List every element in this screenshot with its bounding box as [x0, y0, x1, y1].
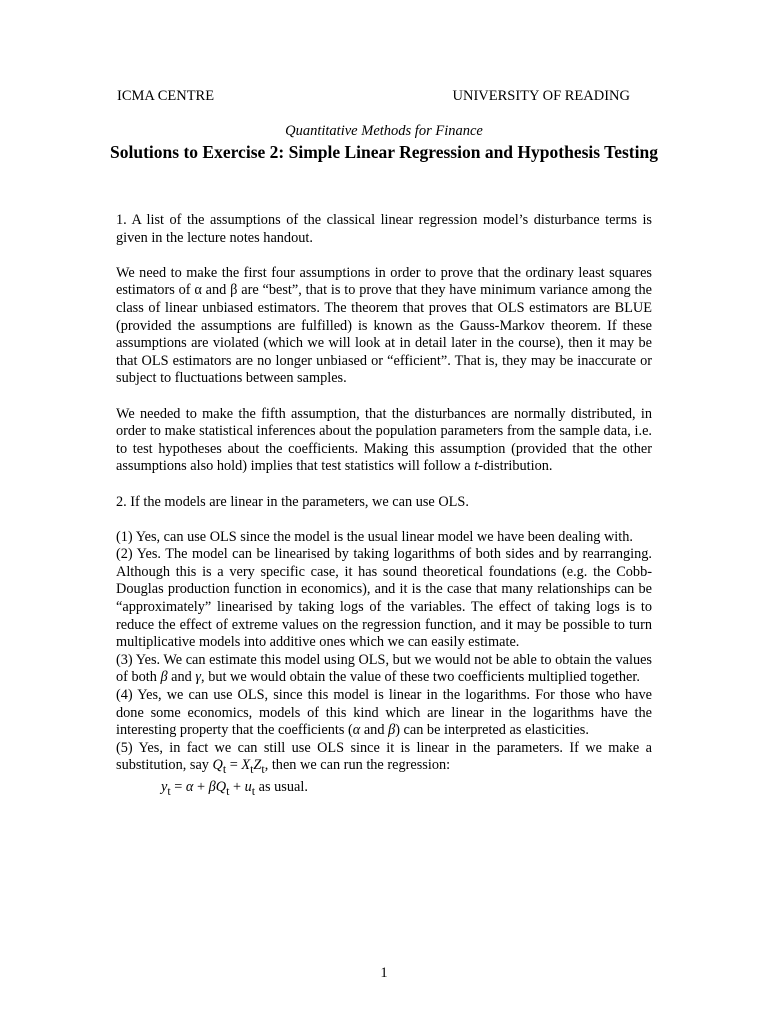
document-title: Solutions to Exercise 2: Simple Linear Regression and Hypothesis Testing — [110, 142, 658, 162]
header-right: UNIVERSITY OF READING — [452, 88, 630, 104]
list-item-5: (5) Yes, in fact we can still use OLS since it is linear in the parameters. If we make a substitution, say $Q_t = X_tZ_t$, then we can run the regression: — [116, 739, 652, 777]
paragraph-1: 1. A list of the assumptions of the classical linear regression model’s disturbance terms is given in the lecture notes handout. — [116, 212, 652, 246]
page-number: 1 — [380, 965, 388, 981]
header-left: ICMA CENTRE — [117, 88, 215, 104]
list-item-1: (1) Yes, can use OLS since the model is the usual linear model we have been dealing with. — [116, 528, 633, 545]
document-subtitle: Quantitative Methods for Finance — [285, 123, 483, 139]
title-block — [100, 122, 668, 163]
document-body — [116, 212, 652, 800]
regression-equation: $y_t = \alpha + \beta Q_t + u_t$ as usual. — [161, 778, 308, 798]
list-item-3: (3) Yes. We can estimate this model using OLS, but we would not be able to obtain the values of both β and γ, but we would obtain the value of these two coefficients multiplied together. — [116, 651, 652, 686]
paragraph-2: We need to make the first four assumptions in order to prove that the ordinary least squares estimators of α and β are “best”, that is to prove that they have minimum variance among the class of linear unbiased estimators. The theorem that proves that OLS estimators are BLUE (provided the assumptions are fulfilled) is known as the Gauss-Markov theorem. If these assumptions are violated (which we will look at in detail later in the course), then it may be that OLS estimators are no longer unbiased or “efficient”. That is, they may be inaccurate or subject to fluctuations between samples. — [116, 264, 652, 387]
list-item-4: (4) Yes, we can use OLS, since this model is linear in the logarithms. For those who have done some economics, models of this kind which are linear in the logarithms have the interesting property that the coefficients (α and β) can be interpreted as elasticities. — [116, 687, 652, 739]
paragraph-3: We needed to make the fifth assumption, that the disturbances are normally distributed, in order to make statistical inferences about the population parameters from the sample data, i.e. to test hypotheses about the coefficients. Making this assumption (provided that the other assumptions also hold) implies that test statistics will follow a t-distribution. — [116, 405, 652, 475]
list-item-2: (2) Yes. The model can be linearised by taking logarithms of both sides and by rearranging. Although this is a very specific case, it has sound theoretical foundations (e.g. the Cobb-Douglas production function in economics), and it is the case that many relationships can be “approximately” linearised by taking logs of the variables. The effect of taking logs is to reduce the effect of extreme values on the regression function, and it may be possible to turn multiplicative models into additive ones which we can easily estimate. — [116, 546, 652, 651]
paragraph-4: 2. If the models are linear in the parameters, we can use OLS. — [116, 493, 469, 510]
page-header — [117, 88, 630, 105]
